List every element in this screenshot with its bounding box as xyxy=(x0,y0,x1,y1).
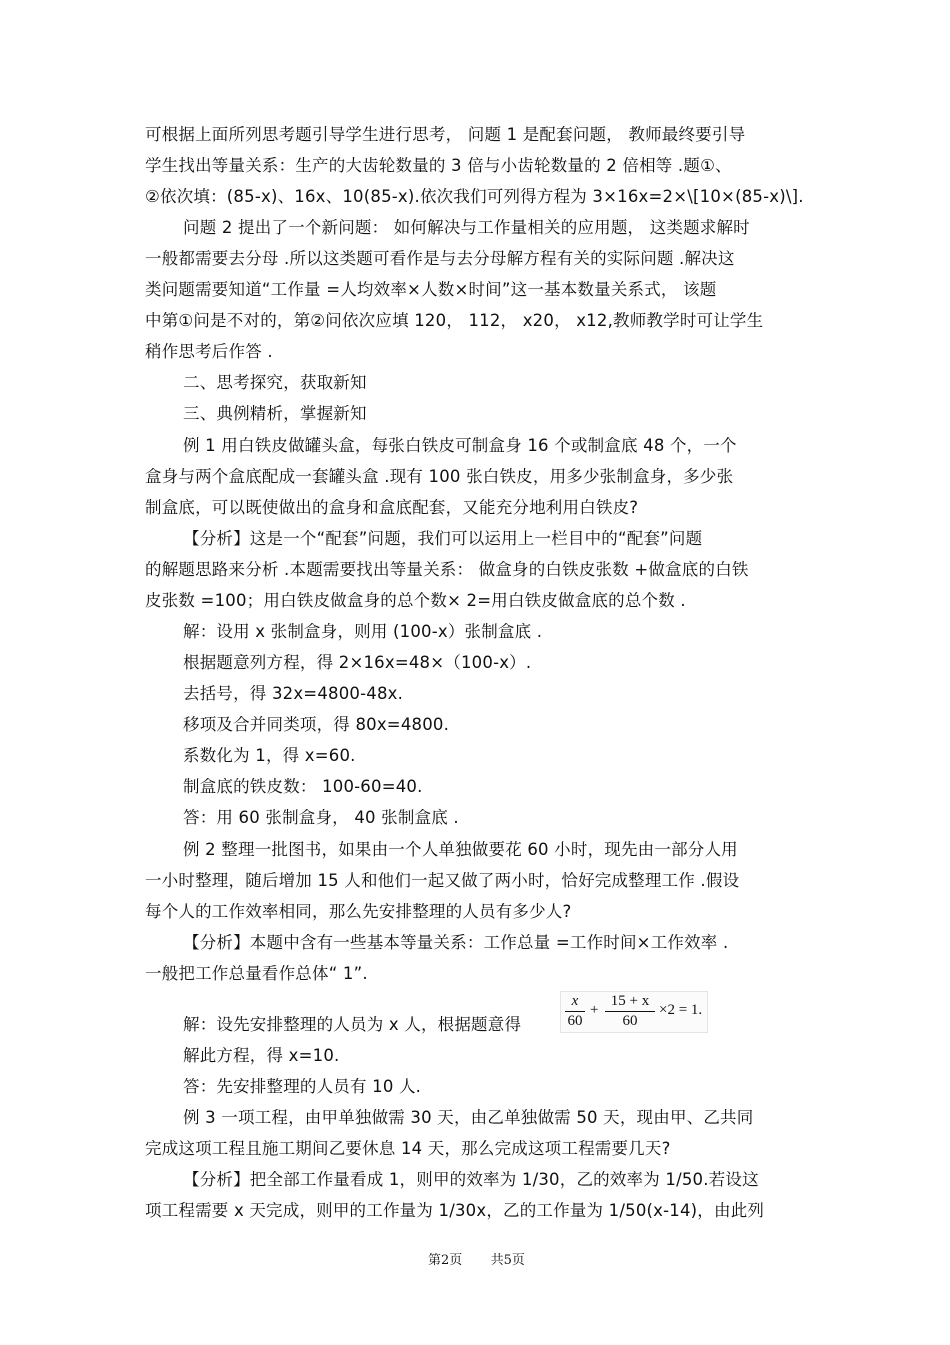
text-line: 项工程需要 x 天完成，则甲的工作量为 1/30x，乙的工作量为 1/50(x-14)，由此列 xyxy=(145,1201,765,1220)
text-line: 例 3 一项工程，由甲单独做需 30 天，由乙单独做需 50 天，现由甲、乙共同 xyxy=(183,1108,754,1127)
text-line: 稍作思考后作答 . xyxy=(145,342,273,361)
text-line: 答：先安排整理的人员有 10 人. xyxy=(183,1077,422,1096)
equation-image xyxy=(560,991,708,1033)
text-line: 根据题意列方程，得 2×16x=48×（100-x）. xyxy=(183,653,532,672)
text-line: 问题 2 提出了一个新问题： 如何解决与工作量相关的应用题， 这类题求解时 xyxy=(183,218,750,237)
text-line: 例 1 用白铁皮做罐头盒，每张白铁皮可制盒身 16 个或制盒底 48 个，一个 xyxy=(183,436,737,455)
total-pages: 共5页 xyxy=(490,1253,525,1268)
text-line: 盒身与两个盒底配成一套罐头盒 .现有 100 张白铁皮，用多少张制盒身，多少张 xyxy=(145,467,734,486)
text-line: 的解题思路来分析 .本题需要找出等量关系： 做盒身的白铁皮张数 +做盒底的白铁 xyxy=(145,560,749,579)
text-line: 学生找出等量关系：生产的大齿轮数量的 3 倍与小齿轮数量的 2 倍相等 .题①、 xyxy=(145,156,732,175)
text-line: 系数化为 1，得 x=60. xyxy=(183,746,356,765)
text-line: 皮张数 =100；用白铁皮做盒身的总个数× 2=用白铁皮做盒底的总个数 . xyxy=(145,591,686,610)
plus-sign: + xyxy=(590,1002,599,1018)
text-line: 一般都需要去分母 .所以这类题可看作是与去分母解方程有关的实际问题 .解决这 xyxy=(145,249,735,268)
text-line: 解此方程，得 x=10. xyxy=(183,1046,340,1065)
text-line: 制盒底，可以既使做出的盒身和盒底配套，又能充分地利用白铁皮? xyxy=(145,498,639,517)
text-line: 制盒底的铁皮数： 100-60=40. xyxy=(183,777,423,796)
text-line: 解：设先安排整理的人员为 x 人，根据题意得 xyxy=(183,1015,522,1034)
text-line: ②依次填：(85-x)、16x、10(85-x).依次我们可列得方程为 3×16x=2×\[10×(85-x)\]. xyxy=(145,187,804,206)
text-line: 可根据上面所列思考题引导学生进行思考， 问题 1 是配套问题， 教师最终要引导 xyxy=(145,125,746,144)
page-footer xyxy=(428,1249,525,1268)
text-line: 一小时整理，随后增加 15 人和他们一起又做了两小时，恰好完成整理工作 .假设 xyxy=(145,871,740,890)
text-line: 【分析】把全部工作量看成 1，则甲的效率为 1/30，乙的效率为 1/50.若设这 xyxy=(183,1170,759,1189)
fraction-15-plus-x-over-60: 15 + x 60 xyxy=(605,993,655,1030)
text-line: 解：设用 x 张制盒身，则用 (100-x）张制盒底 . xyxy=(183,622,543,641)
text-line: 每个人的工作效率相同，那么先安排整理的人员有多少人? xyxy=(145,902,572,921)
text-line: 类问题需要知道“工作量 =人均效率×人数×时间”这一基本数量关系式， 该题 xyxy=(145,280,717,299)
equation-tail: ×2 = 1. xyxy=(659,1002,703,1018)
text-line: 例 2 整理一批图书，如果由一个人单独做要花 60 小时，现先由一部分人用 xyxy=(183,840,738,859)
text-line: 【分析】这是一个“配套”问题，我们可以运用上一栏目中的“配套”问题 xyxy=(183,529,703,548)
text-line: 答：用 60 张制盒身， 40 张制盒底 . xyxy=(183,808,459,827)
fraction-x-over-60: x 60 xyxy=(565,993,585,1030)
text-line: 【分析】本题中含有一些基本等量关系：工作总量 =工作时间×工作效率 . xyxy=(183,933,729,952)
text-line: 三、典例精析，掌握新知 xyxy=(183,404,367,423)
page-number: 第2页 xyxy=(428,1253,463,1268)
text-line: 去括号，得 32x=4800-48x. xyxy=(183,684,404,703)
text-line: 移项及合并同类项，得 80x=4800. xyxy=(183,715,450,734)
text-line: 中第①问是不对的，第②问依次应填 120， 112， x20， x12,教师教学时可让学生 xyxy=(145,311,764,330)
text-line: 完成这项工程且施工期间乙要休息 14 天，那么完成这项工程需要几天? xyxy=(145,1139,671,1158)
text-line: 一般把工作总量看作总体“ 1”. xyxy=(145,964,368,983)
text-line: 二、思考探究，获取新知 xyxy=(183,373,367,392)
